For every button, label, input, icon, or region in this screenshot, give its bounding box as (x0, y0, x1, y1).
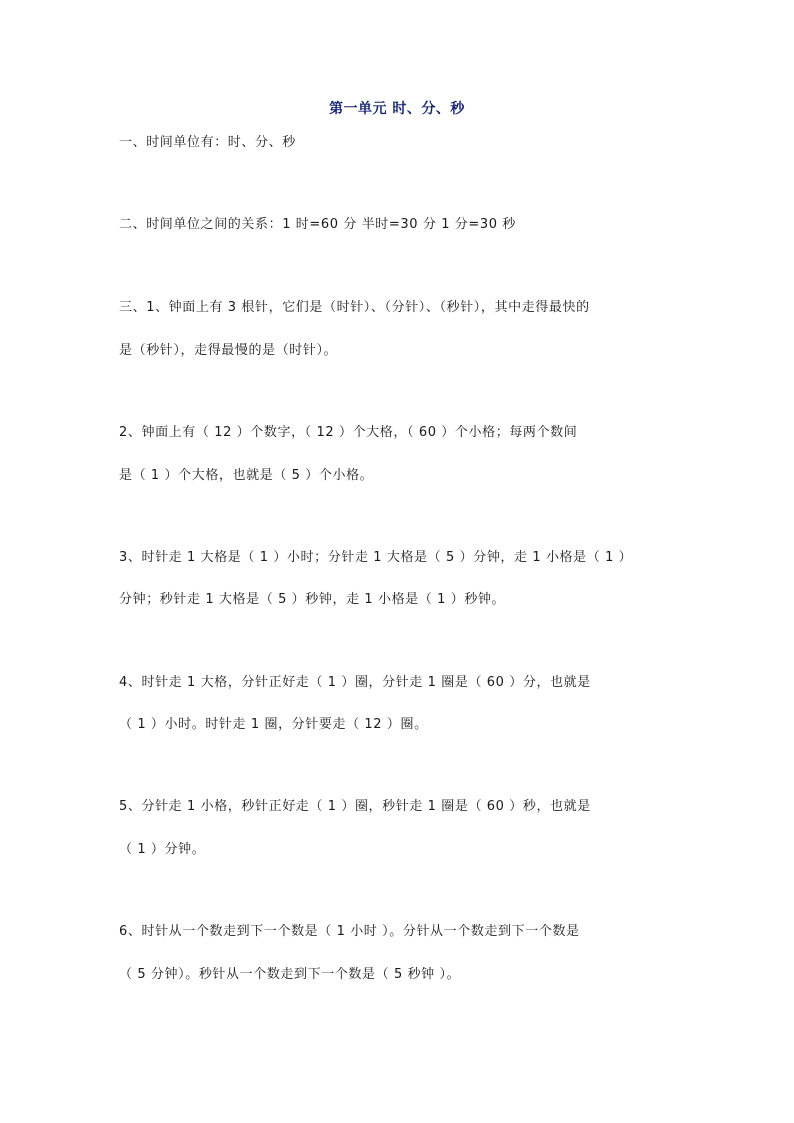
text-line-q4-a: 4、时针走 1 大格，分针正好走（ 1 ）圈，分针走 1 圈是（ 60 ）分，也就是 (119, 675, 591, 690)
text-line-q5-b: （ 1 ）分钟。 (119, 842, 206, 857)
text-line-q3-b: 分钟；秒针走 1 大格是（ 5 ）秒钟，走 1 小格是（ 1 ）秒钟。 (119, 592, 506, 607)
text-line-q1-a: 三、1、钟面上有 3 根针，它们是（时针）、（分针）、（秒针），其中走得最快的 (119, 300, 590, 315)
text-line-q1-b: 是（秒针），走得最慢的是（时针）。 (119, 343, 338, 358)
text-line-q2-a: 2、钟面上有（ 12 ）个数字，（ 12 ）个大格，（ 60 ）个小格；每两个数间 (119, 425, 578, 440)
text-line-q5-a: 5、分针走 1 小格，秒针正好走（ 1 ）圈，秒针走 1 圈是（ 60 ）秒，也就是 (119, 799, 591, 814)
text-line-q6-b: （ 5 分钟）。秒针从一个数走到下一个数是（ 5 秒钟 ）。 (119, 967, 461, 982)
text-line-q4-b: （ 1 ）小时。时针走 1 圈，分针要走（ 12 ）圈。 (119, 717, 428, 732)
text-line-relations: 二、时间单位之间的关系：1 时=60 分 半时=30 分 1 分=30 秒 (119, 217, 516, 232)
text-line-q3-a: 3、时针走 1 大格是（ 1 ）小时；分针走 1 大格是（ 5 ）分钟，走 1 小格是（ 1 ） (119, 550, 633, 565)
text-line-q6-a: 6、时针从一个数走到下一个数是（ 1 小时 ）。分针从一个数走到下一个数是 (119, 924, 580, 939)
text-line-q2-b: 是（ 1 ）个大格，也就是（ 5 ）个小格。 (119, 468, 374, 483)
text-line-units: 一、时间单位有：时、分、秒 (119, 135, 296, 150)
document-title: 第一单元 时、分、秒 (329, 101, 465, 117)
